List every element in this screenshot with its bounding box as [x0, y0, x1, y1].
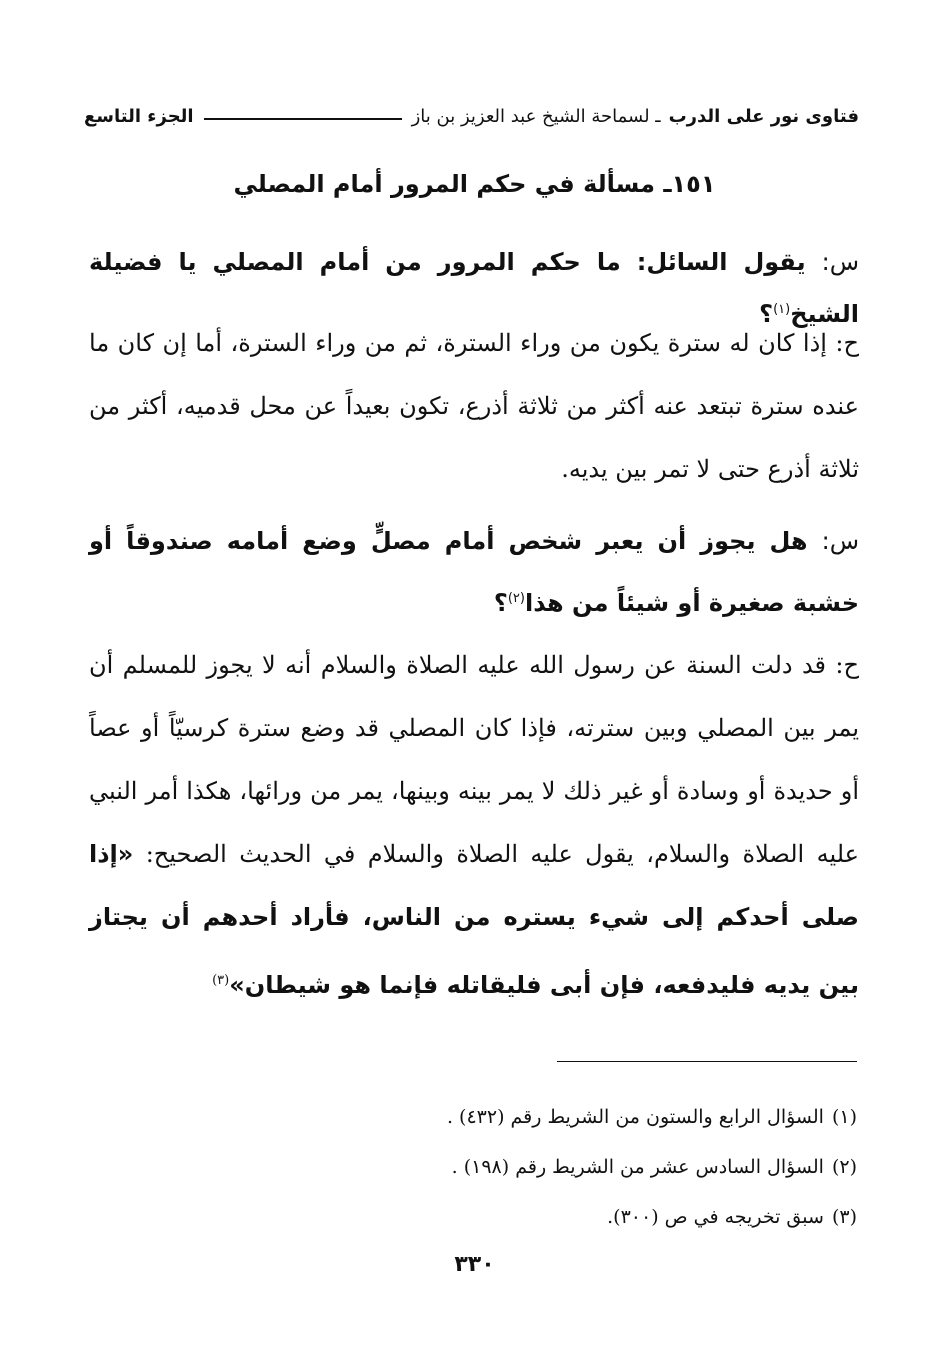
- footnote-ref-3: (٣): [212, 973, 230, 988]
- footnote-ref-2: (٢): [507, 591, 525, 606]
- header-rule: [204, 118, 402, 120]
- question-text: هل يجوز أن يعبر شخص أمام مصلٍّ وضع أمامه صندوقاً أو خشبة صغيرة أو شيئاً من هذا: [89, 527, 859, 617]
- answer-text: قد دلت السنة عن رسول الله عليه الصلاة والسلام أنه لا يجوز للمسلم أن يمر بين المصلي وبين سترته، فإذا كان المصلي قد وضع سترة كرسيّاً أو عصاً أو حديدة أو وسادة أو غير ذلك لا يمر بينه وبينها، يمر من ورائها، هكذا أمر النبي عليه الصلاة والسلام، يقول عليه الصلاة والسلام في الحديث الصحيح:: [89, 651, 859, 868]
- footnote-number: (٣): [831, 1206, 857, 1228]
- footnote-number: (٢): [831, 1156, 857, 1178]
- book-title: فتاوى نور على الدرب: [668, 105, 859, 127]
- footnote-ref-1: (١): [773, 302, 791, 317]
- volume-label: الجزء التاسع: [84, 105, 194, 127]
- answer-1: [89, 312, 859, 501]
- footnote-text: السؤال السادس عشر من الشريط رقم (١٩٨) .: [451, 1156, 824, 1178]
- footnotes: [87, 1092, 857, 1242]
- page-number: ٣٣٠: [454, 1252, 495, 1277]
- question-text: يقول السائل: ما حكم المرور من أمام المصلي يا فضيلة الشيخ: [89, 248, 859, 328]
- footnote-3: [87, 1192, 857, 1242]
- question-label: س:: [821, 527, 859, 555]
- answer-2: [89, 634, 859, 1017]
- answer-text: إذا كان له سترة يكون من وراء السترة، ثم من وراء السترة، أما إن كان ما عنده سترة تبتعد عنه أكثر من ثلاثة أذرع، تكون بعيداً عن محل قدميه، أكثر من ثلاثة أذرع حتى لا تمر بين يديه.: [89, 329, 859, 483]
- footnote-text: السؤال الرابع والستون من الشريط رقم (٤٣٢) .: [446, 1106, 824, 1128]
- running-header: [84, 98, 859, 134]
- footnote-1: [87, 1092, 857, 1142]
- footnote-separator: [557, 1061, 857, 1062]
- footnote-number: (١): [831, 1106, 857, 1128]
- section-title: ١٥١ـ مسألة في حكم المرور أمام المصلي: [233, 170, 716, 198]
- author-name: ـ لسماحة الشيخ عبد العزيز بن باز: [411, 105, 661, 127]
- footnote-2: [87, 1142, 857, 1192]
- question-2: [89, 512, 859, 632]
- question-end: ؟: [493, 589, 508, 617]
- question-end: ؟: [759, 300, 774, 328]
- answer-label: ح:: [835, 651, 859, 679]
- hadith-quote: «إذا صلى أحدكم إلى شيء يستره من الناس، فأراد أحدهم أن يجتاز بين يديه فليدفعه، فإن أبى فليقاتله فإنما هو شيطان»: [89, 840, 859, 999]
- question-label: س:: [821, 248, 860, 276]
- footnote-text: سبق تخريجه في ص (٣٠٠).: [607, 1206, 824, 1228]
- answer-label: ح:: [835, 329, 859, 357]
